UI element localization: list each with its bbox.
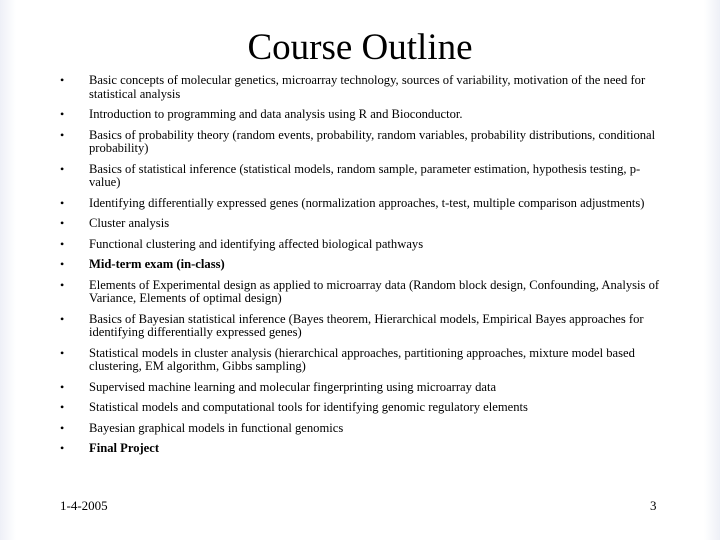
bullet-icon: • — [60, 379, 65, 394]
bullet-icon: • — [60, 420, 65, 435]
outline-item — [58, 163, 668, 190]
outline-item-text: Functional clustering and identifying affected biological pathways — [89, 236, 424, 251]
outline-item — [58, 197, 668, 211]
course-outline-list — [58, 74, 668, 463]
outline-item — [58, 238, 668, 252]
outline-item — [58, 347, 668, 374]
bullet-icon: • — [60, 161, 65, 176]
outline-item-text: Basics of statistical inference (statistical models, random sample, parameter estimation, hypothesis testing, p-value) — [89, 161, 641, 189]
bullet-icon: • — [60, 441, 65, 455]
outline-item — [58, 129, 668, 156]
outline-item-text: Bayesian graphical models in functional genomics — [89, 420, 344, 435]
bullet-icon: • — [60, 107, 65, 121]
bullet-icon: • — [60, 195, 65, 210]
outline-item-text: Introduction to programming and data analysis using R and Bioconductor. — [89, 107, 463, 121]
bullet-icon: • — [60, 277, 65, 292]
footer-date: 1-4-2005 — [60, 498, 108, 513]
outline-item-text: Statistical models and computational tools for identifying genomic regulatory elements — [89, 400, 528, 414]
outline-item — [58, 381, 668, 395]
outline-item — [58, 217, 668, 231]
bullet-icon: • — [60, 216, 65, 230]
bullet-icon: • — [60, 311, 65, 326]
bullet-icon: • — [60, 73, 65, 87]
outline-item-text: Supervised machine learning and molecular fingerprinting using microarray data — [89, 379, 497, 394]
bullet-icon: • — [60, 400, 65, 414]
outline-item — [58, 74, 668, 101]
outline-item-text: Cluster analysis — [89, 216, 170, 230]
bullet-icon: • — [60, 257, 65, 271]
slide-title: Course Outline — [247, 27, 473, 68]
outline-item — [58, 422, 668, 436]
outline-item-text: Mid-term exam (in-class) — [89, 257, 225, 271]
outline-item — [58, 442, 668, 456]
outline-item-text: Basics of Bayesian statistical inference (Bayes theorem, Hierarchical models, Empirical Bayes approaches for identifying differentially expressed genes) — [89, 311, 644, 339]
outline-item-text: Identifying differentially expressed genes (normalization approaches, t-test, multiple comparison adjustments) — [89, 195, 645, 210]
outline-item — [58, 313, 668, 340]
outline-item — [58, 279, 668, 306]
outline-item-text: Basic concepts of molecular genetics, microarray technology, sources of variability, motivation of the need for statistical analysis — [89, 73, 646, 101]
outline-item — [58, 258, 668, 272]
outline-item — [58, 108, 668, 122]
bullet-icon: • — [60, 127, 65, 142]
bullet-icon: • — [60, 236, 65, 251]
outline-item-text: Statistical models in cluster analysis (hierarchical approaches, partitioning approaches, mixture model based clustering, EM algorithm, Gibbs sampling) — [89, 345, 635, 373]
outline-item-text: Basics of probability theory (random events, probability, random variables, probability distributions, conditional probability) — [89, 127, 656, 155]
outline-item-text: Final Project — [89, 441, 160, 455]
outline-item-text: Elements of Experimental design as applied to microarray data (Random block design, Confounding, Analysis of Variance, Elements of optimal design) — [89, 277, 660, 305]
outline-item — [58, 401, 668, 415]
footer-page-number: 3 — [650, 498, 657, 513]
bullet-icon: • — [60, 345, 65, 360]
